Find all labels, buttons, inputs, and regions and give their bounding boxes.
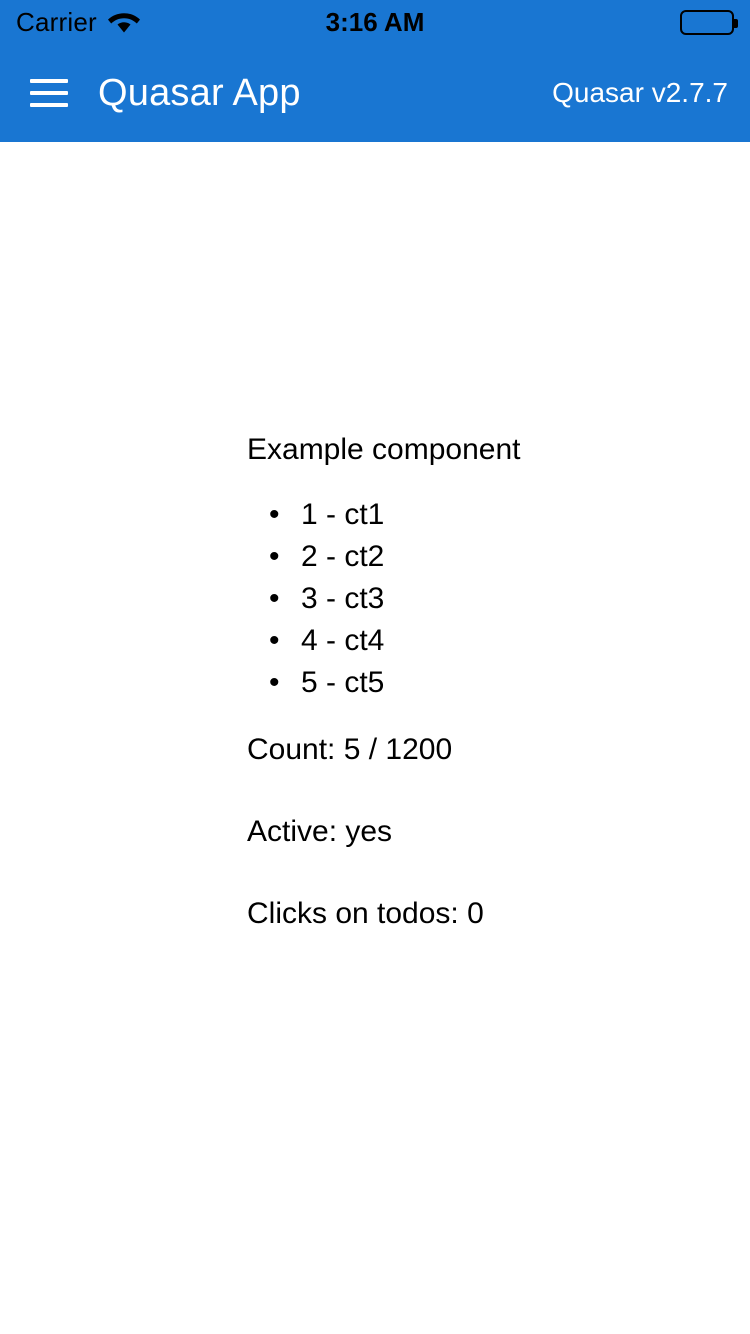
list-item[interactable]: • 2 - ct2 <box>301 536 667 578</box>
count-status: Count: 5 / 1200 <box>247 733 453 766</box>
carrier-label: Carrier <box>16 6 97 37</box>
status-bar-clock: 3:16 AM <box>325 6 425 37</box>
example-component <box>247 432 667 932</box>
version-label: Quasar v2.7.7 <box>552 77 728 108</box>
battery-full-icon <box>680 10 734 35</box>
page-content <box>0 142 750 1334</box>
app-toolbar <box>0 44 750 142</box>
list-item[interactable]: • 1 - ct1 <box>301 494 667 536</box>
list-item[interactable]: • 3 - ct3 <box>301 578 667 620</box>
active-status: Active: yes <box>247 815 393 848</box>
todo-list <box>247 494 667 704</box>
list-item[interactable]: • 5 - ct5 <box>301 662 667 704</box>
status-bar <box>0 0 750 44</box>
list-item[interactable]: • 4 - ct4 <box>301 620 667 662</box>
status-bar-left <box>16 7 141 38</box>
clicks-status: Clicks on todos: 0 <box>247 897 484 930</box>
hamburger-menu-icon[interactable] <box>22 66 76 120</box>
wifi-icon <box>107 9 141 35</box>
status-bar-right <box>680 10 734 35</box>
page-title: Quasar App <box>98 71 301 114</box>
component-title: Example component <box>247 433 521 466</box>
